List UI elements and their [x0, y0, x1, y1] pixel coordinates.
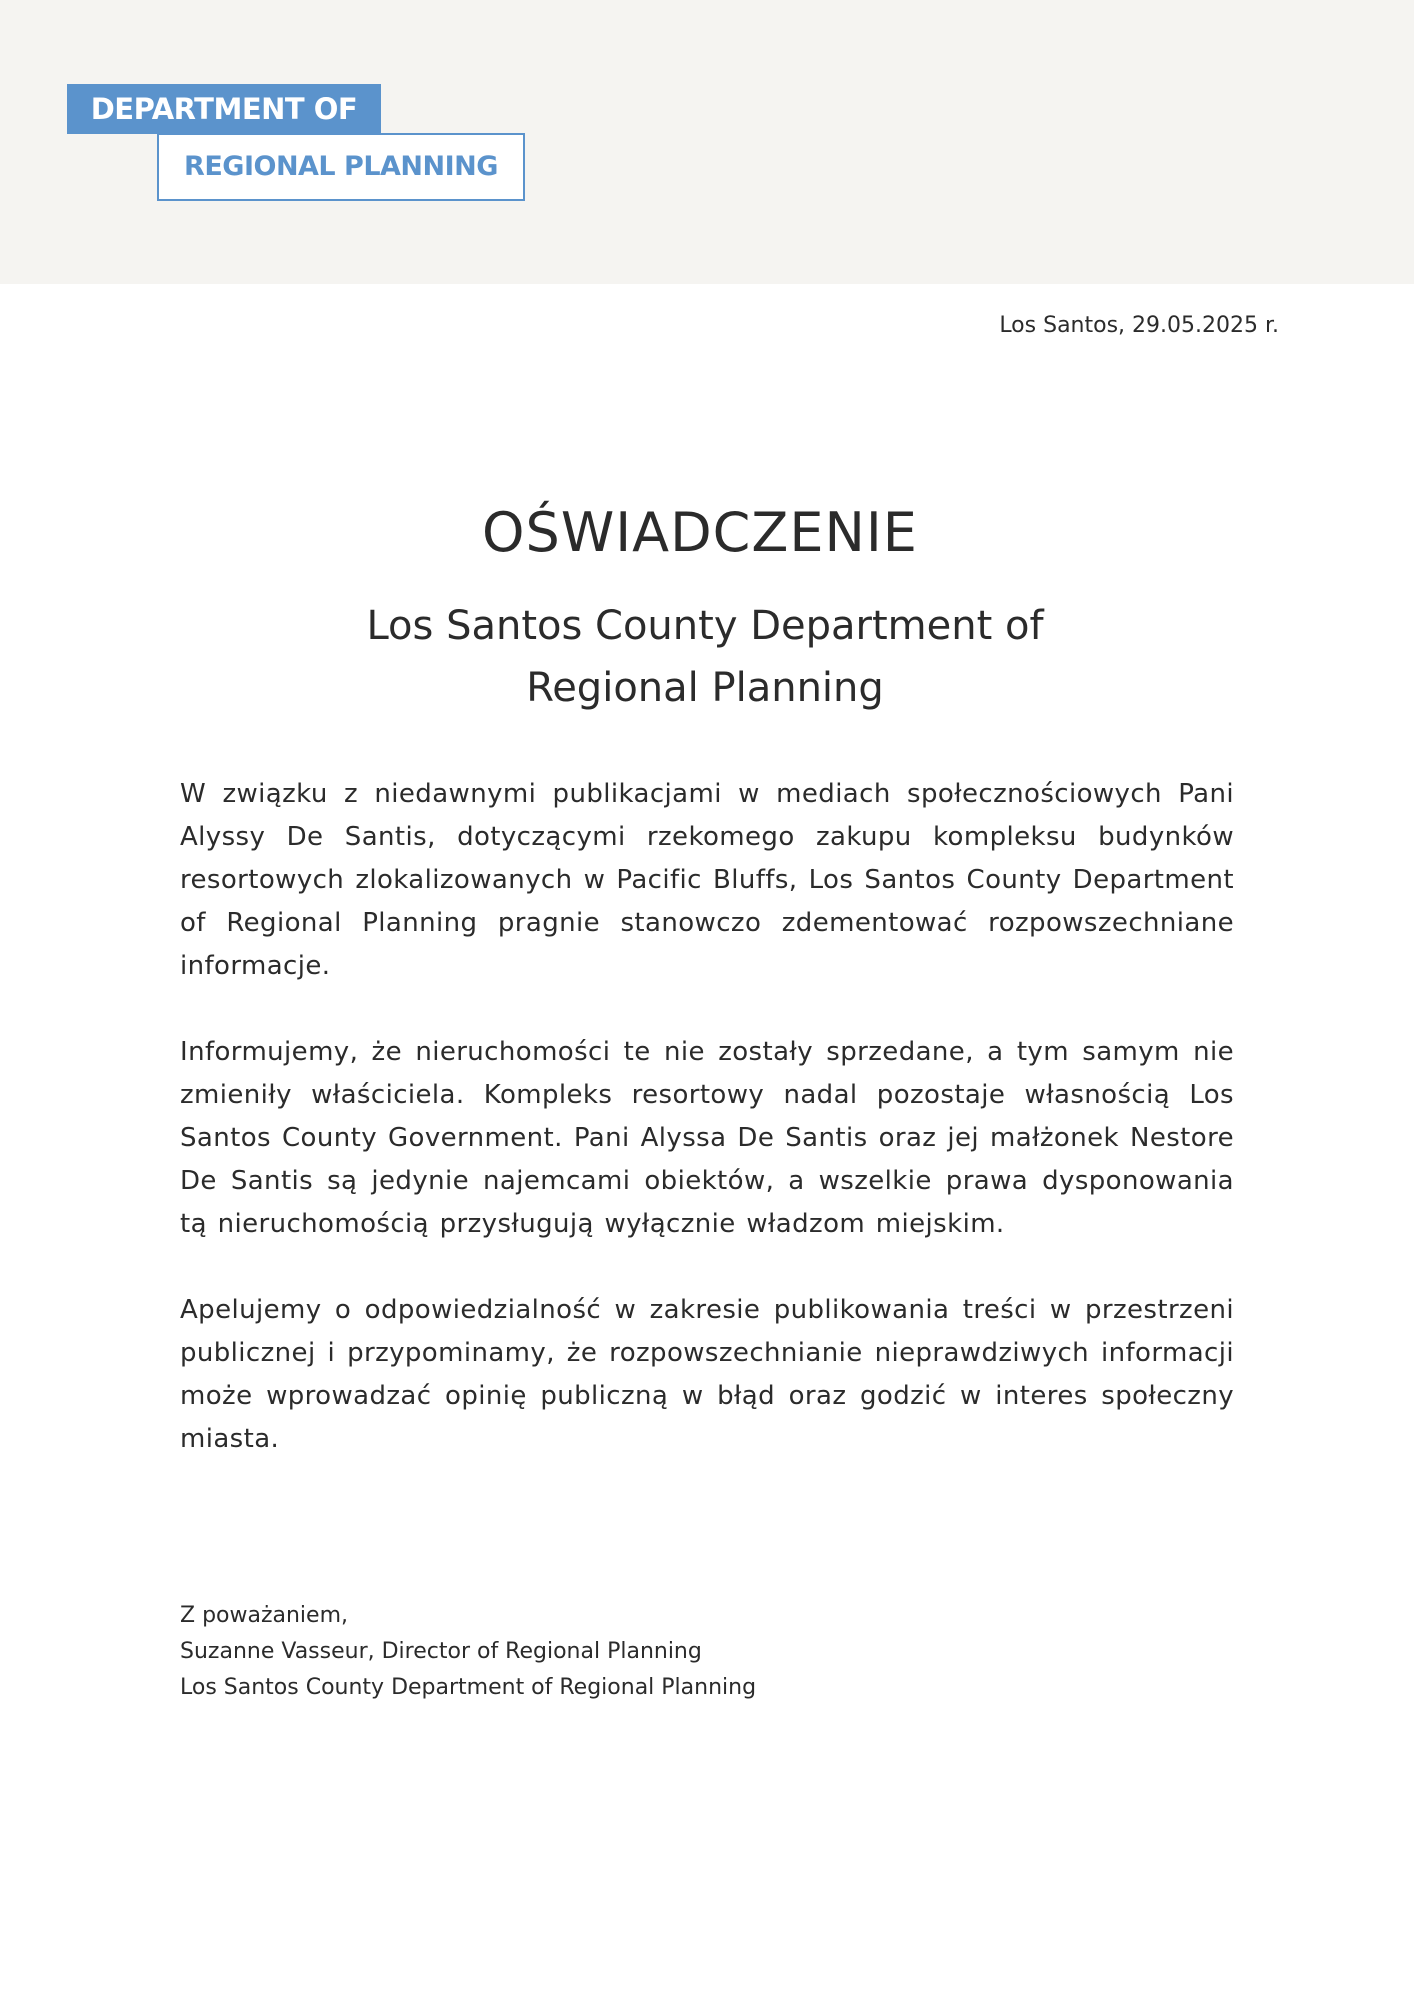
signature-name: Suzanne Vasseur, Director of Regional Planning	[180, 1639, 702, 1664]
document-date: Los Santos, 29.05.2025 r.	[999, 313, 1279, 338]
document-body	[180, 773, 1234, 1504]
signature-closing: Z poważaniem,	[180, 1603, 349, 1628]
signature-organization: Los Santos County Department of Regional Planning	[180, 1675, 757, 1700]
body-paragraph-1: W związku z niedawnymi publikacjami w mediach społecznościowych Pani Alyssy De Santis, dotyczącymi rzekomego zakupu kompleksu budynków resortowych zlokalizowanych w Pacific Bluffs, Los Santos County Department of Regional Planning pragnie stanowczo zdementować rozpowszechniane informacje.	[180, 779, 1234, 981]
header-band	[0, 0, 1414, 284]
body-paragraph-2: Informujemy, że nieruchomości te nie zostały sprzedane, a tym samym nie zmieniły właściciela. Kompleks resortowy nadal pozostaje własnością Los Santos County Government. Pani Alyssa De Santis oraz jej małżonek Nestore De Santis są jedynie najemcami obiektów, a wszelkie prawa dysponowania tą nieruchomością przysługują wyłącznie władzom miejskim.	[180, 1037, 1234, 1239]
document-subtitle: Los Santos County Department of Regional Planning	[366, 603, 1044, 711]
logo-line-department-of: DEPARTMENT OF	[67, 84, 381, 134]
logo-line-regional-planning: REGIONAL PLANNING	[157, 133, 525, 201]
signature-block	[180, 1598, 1080, 1706]
body-paragraph-3: Apelujemy o odpowiedzialność w zakresie publikowania treści w przestrzeni publicznej i przypominamy, że rozpowszechnianie nieprawdziwych informacji może wprowadzać opinię publiczną w błąd oraz godzić w interes społeczny miasta.	[180, 1295, 1234, 1454]
document-title: OŚWIADCZENIE	[482, 501, 918, 564]
department-logo	[67, 84, 527, 202]
